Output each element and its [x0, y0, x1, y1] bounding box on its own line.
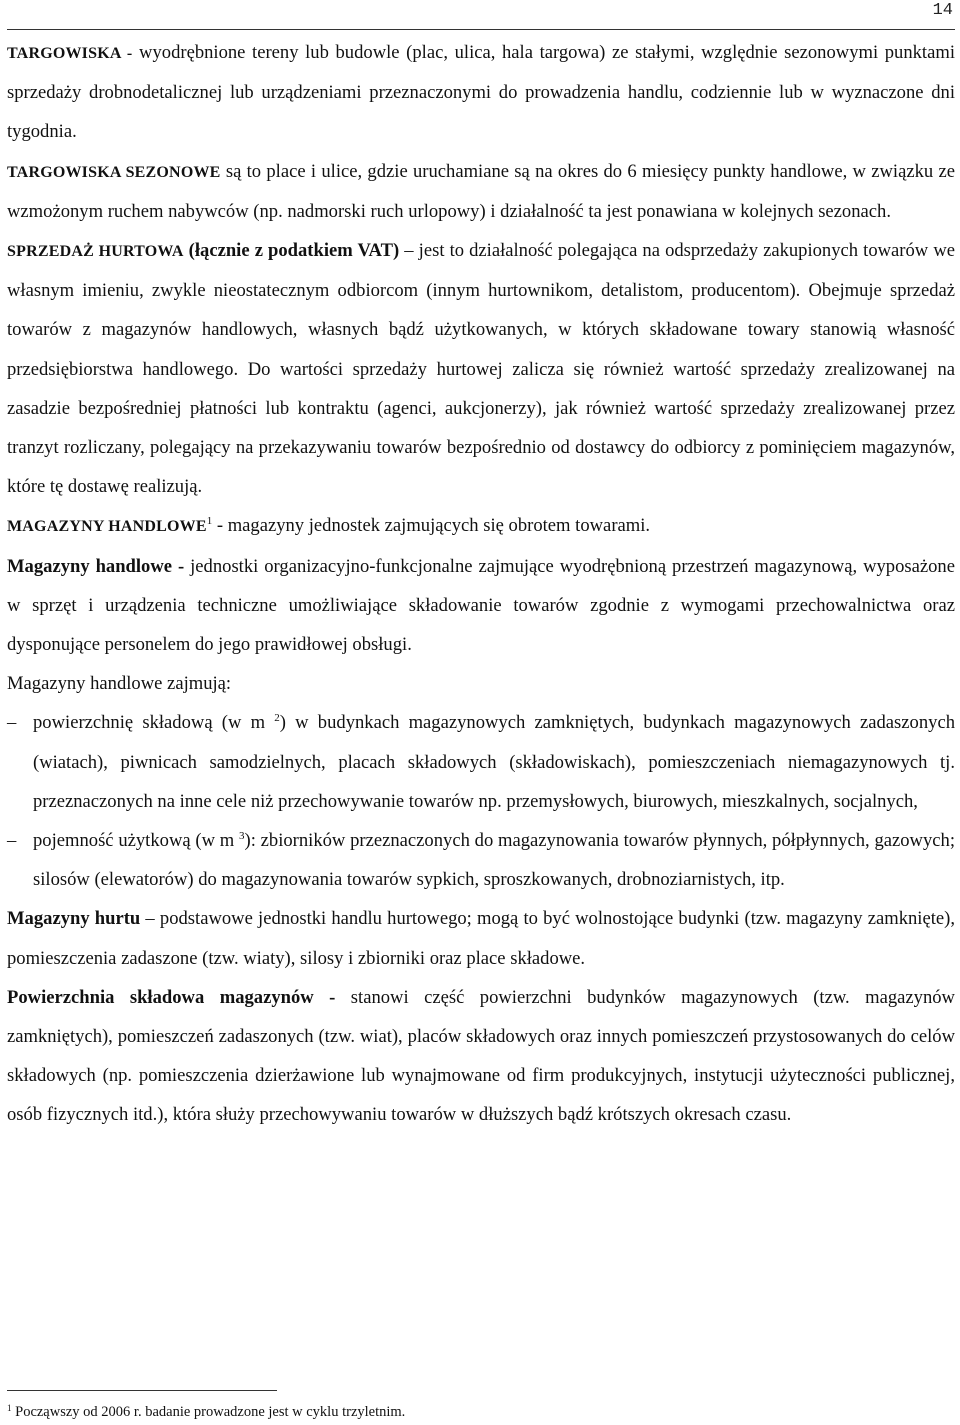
term-suffix: (łącznie z podatkiem VAT)	[183, 240, 400, 262]
paragraph-powierzchnia-skladowa	[7, 978, 955, 1135]
definition-text: jednostki organizacyjno-funkcjonalne zajmujące wyodrębnioną przestrzeń magazynową, wyposażone w sprzęt i urządzenia techniczne umożliwiające składowanie towarów zgodnie z wymogami przechowalnictwa oraz dysponujące personelem do jego prawidłowej obsługi.	[7, 555, 955, 656]
footnote-rule	[7, 1390, 277, 1391]
paragraph-magazyny-handlowe	[7, 547, 955, 665]
term-magazyny-handlowe-bold: Magazyny handlowe -	[7, 555, 185, 577]
paragraph-magazyny-handlowe-caps	[7, 506, 955, 546]
term-targowiska: TARGOWISKA -	[7, 45, 133, 62]
paragraph-targowiska	[7, 33, 955, 152]
definition-text: - magazyny jednostek zajmujących się obrotem towarami.	[212, 515, 651, 537]
term-magazyny-hurtu: Magazyny hurtu	[7, 908, 141, 930]
dash-bullet: –	[7, 830, 17, 852]
dash-list	[7, 703, 955, 899]
list-item-text: pojemność użytkową (w m	[33, 830, 240, 852]
list-item-text: ): zbiorników przeznaczonych do magazynowania towarów płynnych, półpłynnych, gazowych; silosów (elewatorów) do magazynowania towarów sypkich, sproszkowanych, drobnoziarnistych, itp.	[33, 830, 955, 891]
term-sprzedaz-hurtowa: SPRZEDAŻ HURTOWA	[7, 243, 184, 261]
paragraph-zajmuja: Magazyny handlowe zajmują:	[7, 673, 232, 695]
list-item	[7, 703, 955, 821]
list-item	[7, 821, 955, 899]
paragraph-sprzedaz-hurtowa	[7, 231, 955, 506]
term-powierzchnia-skladowa: Powierzchnia składowa magazynów -	[7, 986, 336, 1008]
paragraph-targowiska-sezonowe	[7, 152, 955, 231]
definition-text: – podstawowe jednostki handlu hurtowego; mogą to być wolnostojące budynki (tzw. magazyny zamknięte), pomieszczenia zadaszone (tzw. wiaty), silosy i zbiorniki oraz place składowe.	[7, 908, 955, 969]
term-magazyny-handlowe: MAGAZYNY HANDLOWE	[7, 518, 207, 536]
footnote-number: 1	[7, 1403, 12, 1413]
superscript: 3	[239, 830, 245, 843]
page-number: 14	[932, 1, 953, 20]
footnote-ref: 1	[206, 515, 213, 528]
list-item-text: ) w budynkach magazynowych zamkniętych, budynkach magazynowych zadaszonych (wiatach), piwnicach samodzielnych, placach składowych (składowiskach), pomieszczeniach niemagazynowych tj. przeznaczonych na inne cele niż przechowywanie towarów np. przemysłowych, biurowych, mieszkalnych, socjalnych,	[33, 712, 955, 812]
footnote-text: Począwszy od 2006 r. badanie prowadzone jest w cyklu trzyletnim.	[11, 1404, 406, 1420]
paragraph-magazyny-hurtu	[7, 899, 955, 977]
dash-bullet: –	[7, 712, 17, 734]
superscript: 2	[274, 712, 280, 725]
document-body	[7, 33, 955, 1135]
definition-text: wyodrębnione tereny lub budowle (plac, ulica, hala targowa) ze stałymi, względnie sezonowymi punktami sprzedaży drobnodetalicznej lub urządzeniami przeznaczonymi do prowadzenia handlu, codziennie lub w wyznaczone dni tygodnia.	[7, 42, 955, 143]
header-rule	[7, 29, 955, 30]
document-page	[7, 0, 955, 1425]
definition-text: stanowi część powierzchni budynków magazynowych (tzw. magazynów zamkniętych), pomieszczeń zadaszonych (tzw. wiat), placów składowych oraz innych pomieszczeń przystosowanych do celów składowych (np. pomieszczenia dzierżawione lub wynajmowane od firm produkcyjnych, instytucji użyteczności publicznej, osób fizycznych itd.), która służy przechowywaniu towarów w dłuższych bądź krótszych okresach czasu.	[7, 986, 955, 1126]
term-targowiska-sezonowe: TARGOWISKA SEZONOWE	[7, 163, 221, 181]
footnote	[7, 1403, 907, 1421]
definition-text: – jest to działalność polegająca na odsprzedaży zakupionych towarów we własnym imieniu, zwykle nieostatecznym odbiorcom (innym hurtownikom, detalistom, producentom). Obejmuje sprzedaż towarów z magazynów handlowych, własnych bądź użytkowanych, w których składowane towary stanowią własność przedsiębiorstwa handlowego. Do wartości sprzedaży hurtowej zalicza się również wartość sprzedaży zrealizowanej na zasadzie bezpośredniej płatności lub kontraktu (agenci, aukcjonerzy), jak również wartość sprzedaży zrealizowanej przez tranzyt rozliczany, polegający na przekazywaniu towarów bezpośrednio od dostawcy do odbiorcy z pominięciem magazynów, które tę dostawę realizują.	[7, 240, 955, 498]
list-item-text: powierzchnię składową (w m	[33, 712, 275, 734]
definition-text: są to place i ulice, gdzie uruchamiane są na okres do 6 miesięcy punkty handlowe, w związku ze wzmożonym ruchem nabywców (np. nadmorski ruch urlopowy) i działalność ta jest ponawiana w kolejnych sezonach.	[7, 160, 955, 222]
